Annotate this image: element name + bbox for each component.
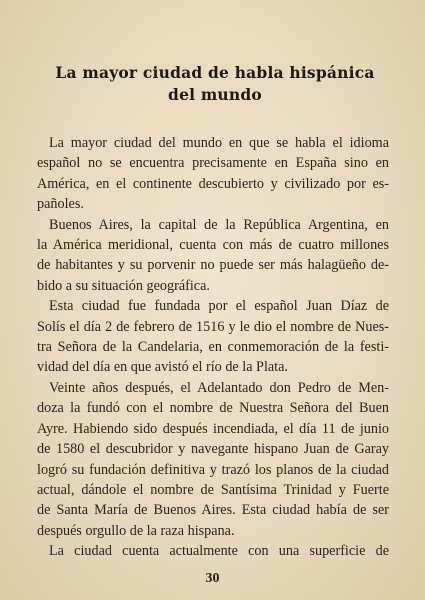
- text-line: actual, dándole el nombre de Santísima Trinidad y Fuerte: [37, 481, 389, 498]
- paragraph: [37, 541, 389, 561]
- text-line: vidad del día en que avistó el río de la Plata.: [37, 359, 288, 376]
- text-line: La mayor ciudad del mundo en que se habla el idioma: [49, 135, 389, 151]
- text-line: doza la fundó con el nombre de Nuestra Señora del Buen: [37, 400, 389, 417]
- text-line: después orgullo de la raza hispana.: [37, 522, 235, 539]
- page-number: 30: [205, 571, 220, 586]
- text-line: de 1580 el descubridor y navegante hispano Juan de Garay: [37, 441, 389, 458]
- text-line: Veinte años después, el Adelantado don Pedro de Men-: [49, 379, 389, 396]
- text-line: La ciudad cuenta actualmente con una superficie de: [49, 543, 389, 560]
- text-line: pañoles.: [37, 196, 84, 213]
- text-line: tra Señora de la Candelaria, en conmemoración de la festi-: [37, 339, 389, 356]
- text-line: de habitantes y su porvenir no puede ser más halagüeño de-: [37, 257, 389, 274]
- text-line: de Santa María de Buenos Aires. Esta ciudad había de ser: [37, 502, 389, 519]
- text-line: Ayre. Habiendo sido después incendiada, el día 11 de junio: [37, 420, 389, 437]
- title-line-2: del mundo: [168, 85, 262, 104]
- text-line: Esta ciudad fue fundada por el español Juan Díaz de: [49, 298, 389, 315]
- text-line: Solís el día 2 de febrero de 1516 y le dio el nombre de Nues-: [37, 318, 389, 335]
- body-text: [37, 133, 389, 562]
- text-line: América, en el continente descubierto y civilizado por es-: [37, 175, 389, 192]
- text-line: Buenos Aires, la capital de la República Argentina, en: [49, 216, 389, 233]
- paragraph: [37, 378, 389, 541]
- text-line: logró su fundación definitiva y trazó los planos de la ciudad: [37, 461, 389, 478]
- text-line: la América meridional, cuenta con más de cuatro millones: [37, 237, 389, 254]
- page-title: [30, 62, 400, 106]
- paragraph: [37, 296, 389, 378]
- text-line: español no se encuentra precisamente en España sino en: [37, 155, 389, 172]
- text-line: bido a su situación geográfica.: [37, 277, 210, 294]
- title-line-1: La mayor ciudad de habla hispánica: [55, 63, 375, 82]
- paragraph: [37, 215, 389, 297]
- paragraph: [37, 133, 389, 215]
